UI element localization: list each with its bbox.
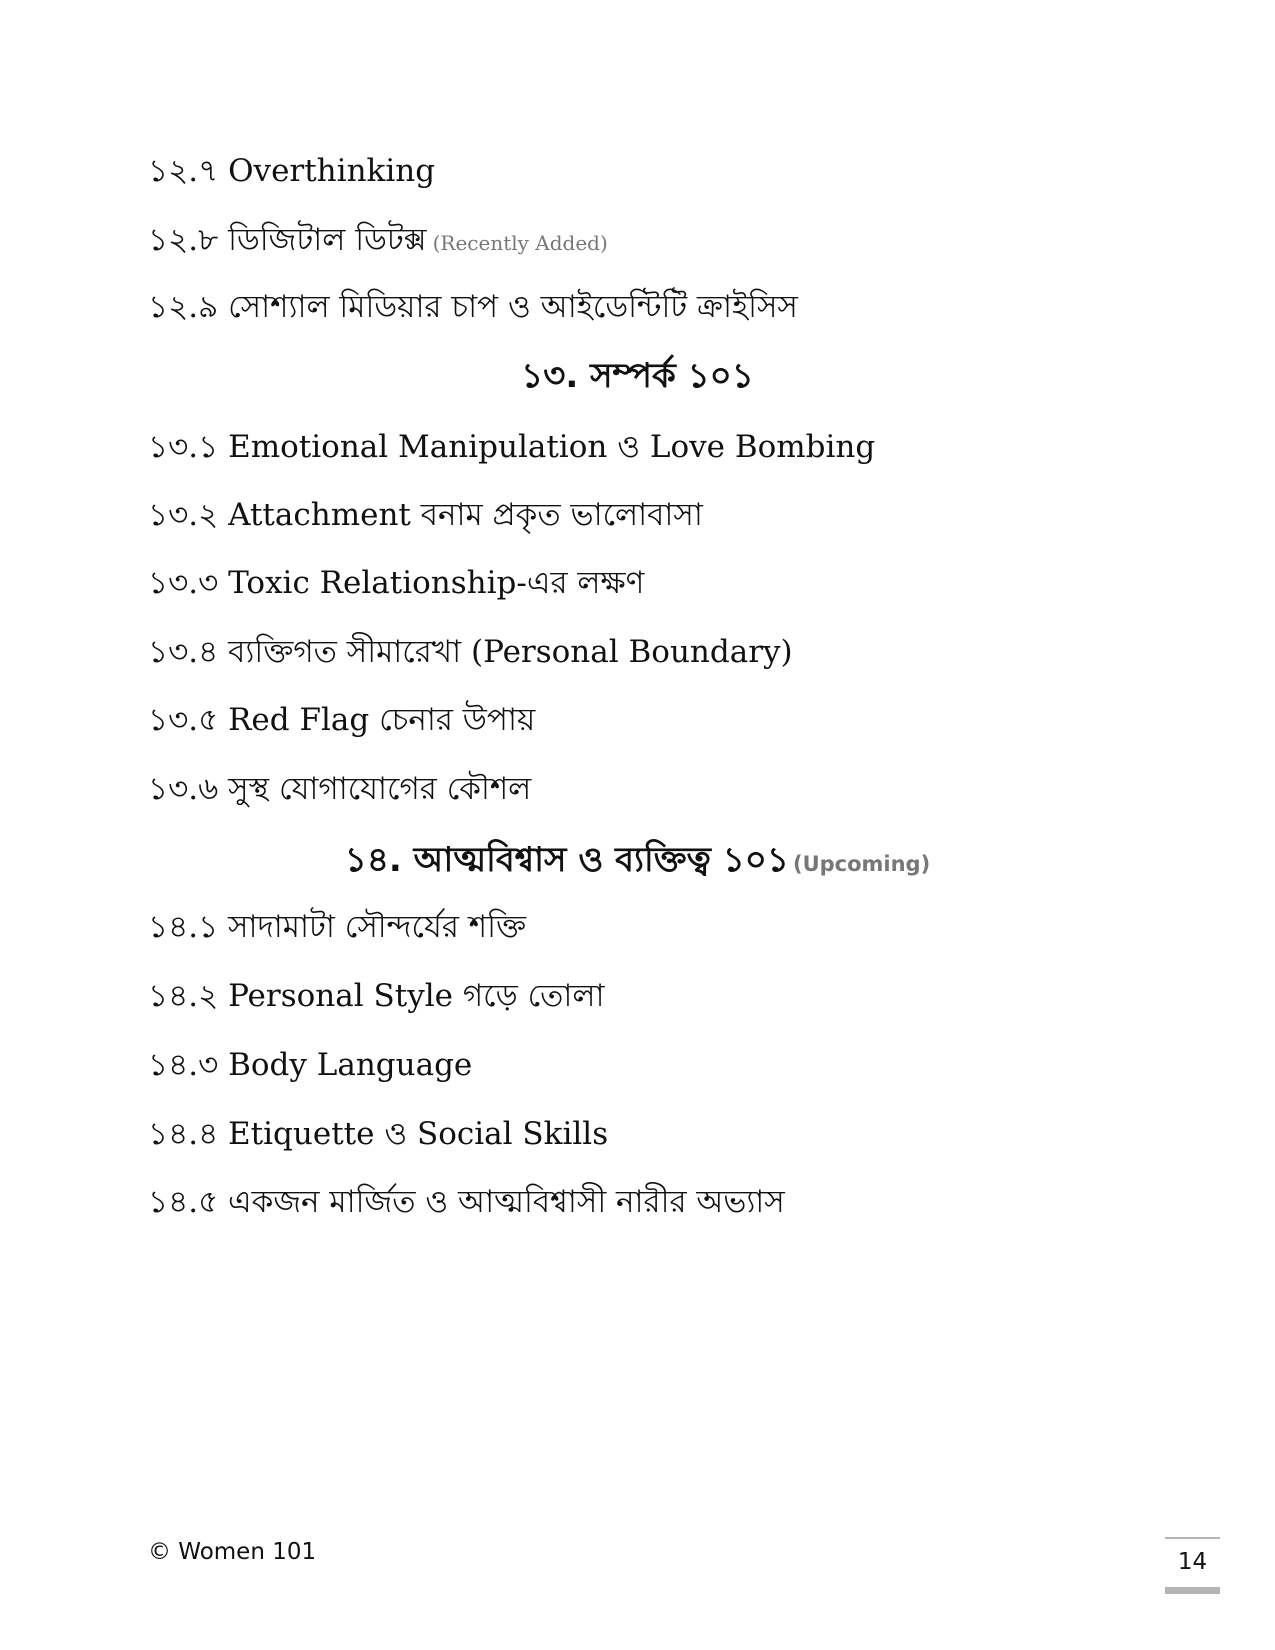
- section-title: ১৩. সম্পর্ক ১০১: [521, 356, 754, 396]
- toc-item-text: ১৪.৪ Etiquette ও Social Skills: [148, 1116, 609, 1152]
- toc-item-13-4[interactable]: [148, 632, 793, 672]
- toc-item-text: ১৩.২ Attachment বনাম প্রকৃত ভালোবাসা: [148, 497, 703, 533]
- toc-item-text: ১২.৭ Overthinking: [148, 153, 436, 189]
- page-number-top-rule: [1165, 1537, 1220, 1539]
- toc-item-12-8[interactable]: [148, 220, 608, 263]
- toc-item-text: ১৪.৩ Body Language: [148, 1047, 473, 1083]
- upcoming-note: (Upcoming): [792, 852, 931, 876]
- toc-item-12-7[interactable]: [148, 151, 435, 191]
- copyright-footer: © Women 101: [148, 1539, 317, 1565]
- page-number-bottom-rule: [1165, 1587, 1220, 1594]
- toc-item-12-9[interactable]: [148, 287, 798, 327]
- toc-item-text: ১৩.১ Emotional Manipulation ও Love Bombing: [148, 429, 876, 465]
- toc-item-13-3[interactable]: [148, 563, 644, 603]
- page-number-box: [1165, 1537, 1220, 1594]
- section-heading-13[interactable]: [0, 354, 1275, 398]
- toc-item-text: ১৪.২ Personal Style গড়ে তোলা: [148, 978, 605, 1014]
- toc-item-text: ১৪.১ সাদামাটা সৌন্দর্যের শক্তি: [148, 909, 527, 945]
- toc-item-text: ১৩.৪ ব্যক্তিগত সীমারেখা (Personal Boundary): [148, 634, 793, 670]
- toc-item-text: ১২.৮ ডিজিটাল ডিটক্স: [148, 222, 427, 258]
- toc-item-13-2[interactable]: [148, 495, 703, 535]
- section-heading-14[interactable]: [0, 838, 1275, 886]
- toc-item-text: ১৪.৫ একজন মার্জিত ও আত্মবিশ্বাসী নারীর অভ্যাস: [148, 1184, 785, 1220]
- toc-item-text: ১২.৯ সোশ্যাল মিডিয়ার চাপ ও আইডেন্টিটি ক্রাইসিস: [148, 289, 798, 325]
- toc-item-14-5[interactable]: [148, 1182, 785, 1222]
- toc-item-13-6[interactable]: [148, 769, 531, 809]
- toc-item-text: ১৩.৫ Red Flag চেনার উপায়: [148, 702, 536, 738]
- toc-item-14-2[interactable]: [148, 976, 605, 1016]
- toc-item-14-4[interactable]: [148, 1114, 608, 1154]
- toc-item-13-5[interactable]: [148, 700, 535, 740]
- section-title: ১৪. আত্মবিশ্বাস ও ব্যক্তিত্ব ১০১: [344, 840, 789, 880]
- toc-item-14-1[interactable]: [148, 907, 526, 947]
- toc-item-text: ১৩.৩ Toxic Relationship-এর লক্ষণ: [148, 565, 645, 601]
- recently-added-note: (Recently Added): [432, 231, 608, 255]
- toc-item-13-1[interactable]: [148, 427, 875, 467]
- toc-item-14-3[interactable]: [148, 1045, 472, 1085]
- toc-item-text: ১৩.৬ সুস্থ যোগাযোগের কৌশল: [148, 771, 532, 807]
- page-number: 14: [1177, 1549, 1208, 1575]
